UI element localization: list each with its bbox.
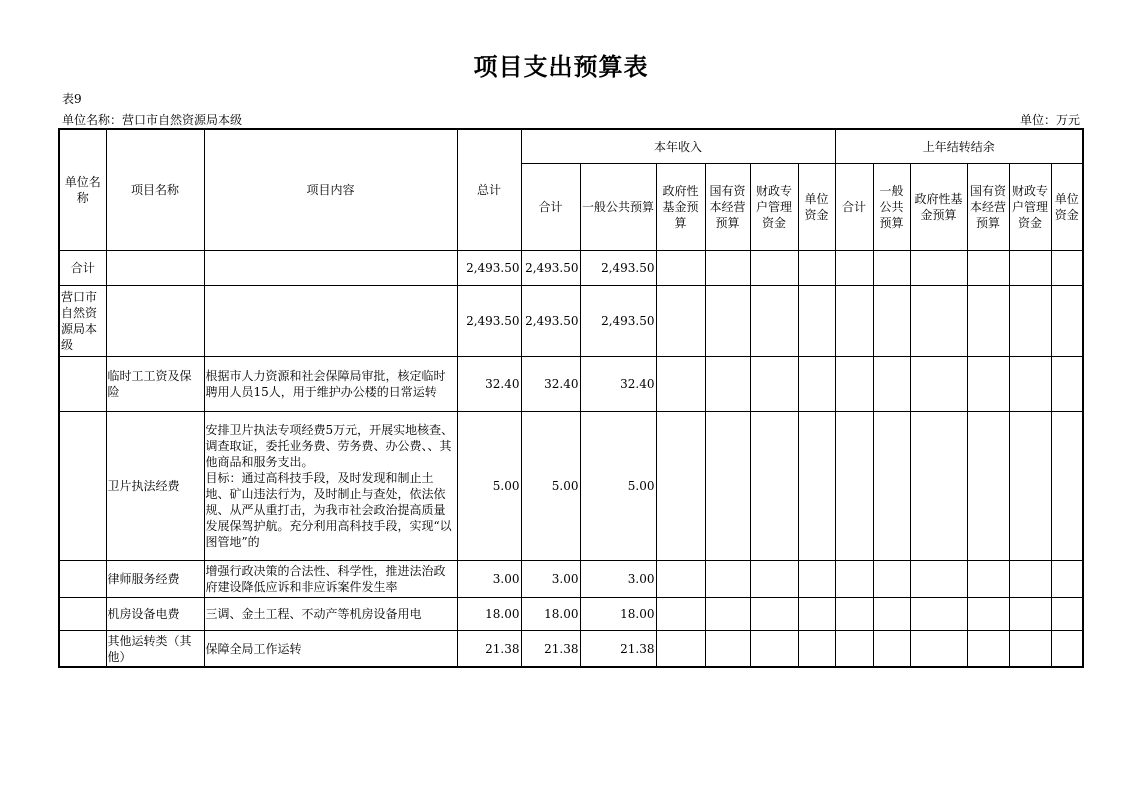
row-current-fiscal-special: [750, 561, 798, 598]
row-project-content: 增强行政决策的合法性、科学性，推进法治政府建设降低应诉和非应诉案件发生率: [204, 561, 457, 598]
row-current-unit-funds: [798, 631, 835, 668]
row-prior-fiscal-special: [1009, 561, 1051, 598]
row-current-unit-funds: [798, 357, 835, 412]
row-current-state-capital: [705, 357, 750, 412]
row-prior-gov-fund: [910, 251, 967, 286]
row-prior-state-capital: [967, 251, 1009, 286]
row-current-unit-funds: [798, 251, 835, 286]
row-current-gov-fund: [656, 357, 705, 412]
row-project-content: 根据市人力资源和社会保障局审批，核定临时聘用人员15人，用于维护办公楼的日常运转: [204, 357, 457, 412]
row-total: 3.00: [457, 561, 521, 598]
row-current-gov-fund: [656, 412, 705, 561]
row-prior-general-public: [873, 357, 910, 412]
row-prior-subtotal: [835, 561, 873, 598]
row-prior-fiscal-special: [1009, 357, 1051, 412]
header-current-general-public: 一般公共预算: [580, 164, 656, 251]
row-current-fiscal-special: [750, 412, 798, 561]
header-prior-general-public: 一般公共预算: [873, 164, 910, 251]
header-prior-gov-fund: 政府性基金预算: [910, 164, 967, 251]
row-current-gov-fund: [656, 251, 705, 286]
row-prior-state-capital: [967, 286, 1009, 357]
row-prior-fiscal-special: [1009, 251, 1051, 286]
table-row: [59, 561, 1083, 598]
row-project-name: 卫片执法经费: [106, 412, 204, 561]
row-unit: [59, 598, 106, 631]
table-number: 表9: [62, 92, 82, 106]
header-project-name: 项目名称: [106, 129, 204, 251]
header-current-unit-funds: 单位资金: [798, 164, 835, 251]
row-prior-fiscal-special: [1009, 631, 1051, 668]
row-unit: 营口市自然资源局本级: [59, 286, 106, 357]
row-current-gov-fund: [656, 561, 705, 598]
unit-name-label: 单位名称：营口市自然资源局本级: [62, 113, 243, 127]
row-project-name: [106, 286, 204, 357]
row-project-content: [204, 251, 457, 286]
header-project-content: 项目内容: [204, 129, 457, 251]
row-prior-unit-funds: [1051, 357, 1083, 412]
row-unit: [59, 412, 106, 561]
row-prior-subtotal: [835, 286, 873, 357]
table-row: [59, 357, 1083, 412]
table-row: [59, 251, 1083, 286]
row-prior-general-public: [873, 631, 910, 668]
row-prior-state-capital: [967, 598, 1009, 631]
row-current-state-capital: [705, 412, 750, 561]
row-project-content: [204, 286, 457, 357]
header-current-fiscal-special: 财政专户管理资金: [750, 164, 798, 251]
row-current-fiscal-special: [750, 286, 798, 357]
row-prior-general-public: [873, 598, 910, 631]
row-current-state-capital: [705, 561, 750, 598]
row-current-subtotal: 18.00: [521, 598, 580, 631]
row-current-general-public: 18.00: [580, 598, 656, 631]
row-current-fiscal-special: [750, 251, 798, 286]
row-prior-fiscal-special: [1009, 412, 1051, 561]
header-prior-state-capital: 国有资本经营预算: [967, 164, 1009, 251]
row-current-subtotal: 3.00: [521, 561, 580, 598]
row-current-gov-fund: [656, 598, 705, 631]
header-current-state-capital: 国有资本经营预算: [705, 164, 750, 251]
row-prior-general-public: [873, 561, 910, 598]
unit-measure-label: 单位：万元: [1019, 113, 1080, 127]
row-current-subtotal: 2,493.50: [521, 286, 580, 357]
row-current-fiscal-special: [750, 631, 798, 668]
row-prior-subtotal: [835, 412, 873, 561]
row-prior-state-capital: [967, 357, 1009, 412]
row-current-state-capital: [705, 631, 750, 668]
row-current-gov-fund: [656, 286, 705, 357]
row-prior-gov-fund: [910, 412, 967, 561]
row-prior-gov-fund: [910, 598, 967, 631]
row-current-general-public: 2,493.50: [580, 286, 656, 357]
table-row: [59, 286, 1083, 357]
row-total: 2,493.50: [457, 251, 521, 286]
budget-table: [58, 128, 1084, 668]
row-prior-unit-funds: [1051, 598, 1083, 631]
row-current-state-capital: [705, 251, 750, 286]
row-prior-gov-fund: [910, 561, 967, 598]
row-prior-general-public: [873, 251, 910, 286]
row-current-unit-funds: [798, 561, 835, 598]
row-current-subtotal: 21.38: [521, 631, 580, 668]
row-prior-unit-funds: [1051, 631, 1083, 668]
row-prior-general-public: [873, 286, 910, 357]
row-current-subtotal: 32.40: [521, 357, 580, 412]
row-current-state-capital: [705, 598, 750, 631]
row-prior-unit-funds: [1051, 286, 1083, 357]
header-total: 总计: [457, 129, 521, 251]
row-current-general-public: 5.00: [580, 412, 656, 561]
row-total: 18.00: [457, 598, 521, 631]
row-prior-unit-funds: [1051, 561, 1083, 598]
row-prior-unit-funds: [1051, 412, 1083, 561]
row-prior-gov-fund: [910, 631, 967, 668]
row-project-content: 安排卫片执法专项经费5万元，开展实地核查、调查取证，委托业务费、劳务费、办公费、、其他商品和服务支出。 目标：通过高科技手段，及时发现和制止土地、矿山违法行为，及时制止与查处，依法依规、从严从重打击，为我市社会政治提高质量发展保驾护航。充分利用高科技手段，实现“以图管地”的: [204, 412, 457, 561]
page-title: 项目支出预算表: [473, 53, 649, 81]
row-prior-state-capital: [967, 631, 1009, 668]
row-current-general-public: 32.40: [580, 357, 656, 412]
row-current-general-public: 2,493.50: [580, 251, 656, 286]
row-current-fiscal-special: [750, 598, 798, 631]
row-project-content: 三调、金土工程、不动产等机房设备用电: [204, 598, 457, 631]
row-prior-fiscal-special: [1009, 598, 1051, 631]
row-project-name: 机房设备电费: [106, 598, 204, 631]
header-current-income: 本年收入: [521, 129, 835, 164]
table-row: [59, 598, 1083, 631]
header-prior-subtotal: 合计: [835, 164, 873, 251]
row-prior-unit-funds: [1051, 251, 1083, 286]
row-project-name: [106, 251, 204, 286]
table-row: [59, 631, 1083, 668]
row-prior-subtotal: [835, 598, 873, 631]
row-current-subtotal: 2,493.50: [521, 251, 580, 286]
row-prior-subtotal: [835, 251, 873, 286]
row-project-name: 临时工工资及保险: [106, 357, 204, 412]
row-unit: [59, 631, 106, 668]
row-prior-general-public: [873, 412, 910, 561]
header-prior-fiscal-special: 财政专户管理资金: [1009, 164, 1051, 251]
header-prior-carryover: 上年结转结余: [835, 129, 1083, 164]
header-current-subtotal: 合计: [521, 164, 580, 251]
row-current-unit-funds: [798, 286, 835, 357]
row-unit: [59, 357, 106, 412]
row-prior-gov-fund: [910, 286, 967, 357]
row-prior-subtotal: [835, 631, 873, 668]
row-current-unit-funds: [798, 598, 835, 631]
row-total: 32.40: [457, 357, 521, 412]
row-current-fiscal-special: [750, 357, 798, 412]
row-current-general-public: 21.38: [580, 631, 656, 668]
row-prior-fiscal-special: [1009, 286, 1051, 357]
row-prior-state-capital: [967, 412, 1009, 561]
row-project-content: 保障全局工作运转: [204, 631, 457, 668]
header-current-gov-fund: 政府性基金预算: [656, 164, 705, 251]
table-row: [59, 412, 1083, 561]
row-current-general-public: 3.00: [580, 561, 656, 598]
row-prior-subtotal: [835, 357, 873, 412]
header-unit: 单位名称: [59, 129, 106, 251]
row-current-state-capital: [705, 286, 750, 357]
header-row-1: [59, 129, 1083, 164]
row-prior-gov-fund: [910, 357, 967, 412]
row-unit: 合计: [59, 251, 106, 286]
row-current-gov-fund: [656, 631, 705, 668]
row-project-name: 律师服务经费: [106, 561, 204, 598]
row-current-subtotal: 5.00: [521, 412, 580, 561]
row-total: 5.00: [457, 412, 521, 561]
header-prior-unit-funds: 单位资金: [1051, 164, 1083, 251]
row-current-unit-funds: [798, 412, 835, 561]
row-total: 21.38: [457, 631, 521, 668]
row-prior-state-capital: [967, 561, 1009, 598]
row-unit: [59, 561, 106, 598]
row-project-name: 其他运转类（其他）: [106, 631, 204, 668]
row-total: 2,493.50: [457, 286, 521, 357]
